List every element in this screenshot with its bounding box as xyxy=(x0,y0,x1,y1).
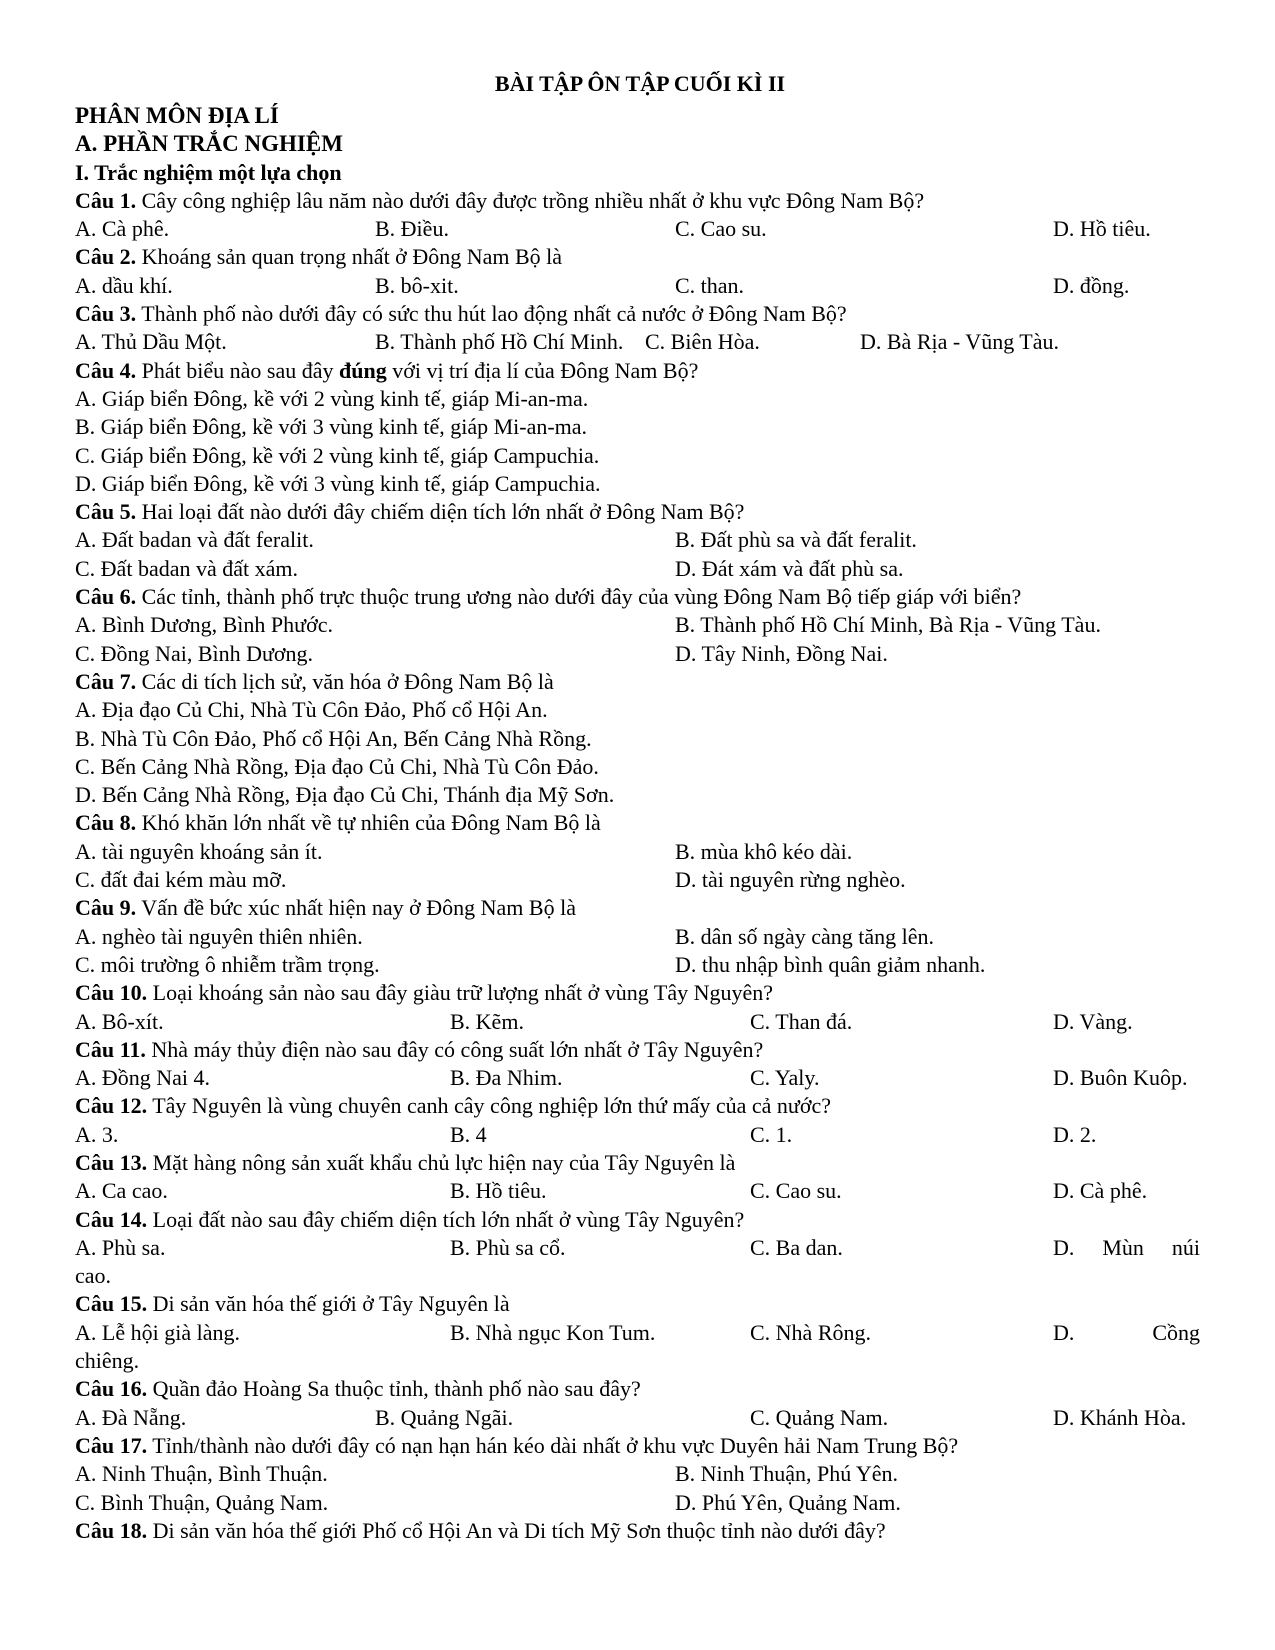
question-number: Câu 18. xyxy=(75,1517,148,1543)
section-heading: A. PHẦN TRẮC NGHIỆM xyxy=(75,131,343,157)
question-number: Câu 11. xyxy=(75,1036,146,1062)
question-text: Khoáng sản quan trọng nhất ở Đông Nam Bộ là xyxy=(136,244,563,270)
question-number: Câu 10. xyxy=(75,980,148,1006)
option-d[interactable]: D. Khánh Hòa. xyxy=(1053,1404,1187,1430)
options-row xyxy=(75,328,1205,356)
question-text: Tây Nguyên là vùng chuyên canh cây công nghiệp lớn thứ mấy của cả nước? xyxy=(147,1093,831,1119)
question-number: Câu 16. xyxy=(75,1376,148,1402)
option-d[interactable]: D. Phú Yên, Quảng Nam. xyxy=(675,1489,901,1515)
option-a[interactable]: A. Lễ hội già làng. xyxy=(75,1319,240,1345)
option-b[interactable]: B. bô-xit. xyxy=(375,272,459,298)
question-3 xyxy=(75,300,1205,328)
option-b[interactable]: B. Hồ tiêu. xyxy=(450,1178,547,1204)
options-row xyxy=(75,640,1205,668)
emphasis-word: đúng xyxy=(338,357,387,383)
option-d[interactable]: D. Hồ tiêu. xyxy=(1053,216,1151,242)
question-number: Câu 5. xyxy=(75,499,137,525)
question-text: Các tỉnh, thành phố trực thuộc trung ương nào dưới đây của vùng Đông Nam Bộ tiếp giáp với biển? xyxy=(136,584,1022,610)
option-a[interactable]: A. Giáp biển Đông, kề với 2 vùng kinh tế, giáp Mi-an-ma. xyxy=(75,385,589,411)
options-row xyxy=(75,1489,1205,1517)
options-row xyxy=(75,272,1205,300)
question-text: Hai loại đất nào dưới đây chiếm diện tích lớn nhất ở Đông Nam Bộ? xyxy=(136,499,745,525)
option-d-word: D. xyxy=(1053,1319,1075,1345)
option-a[interactable]: A. Thủ Dầu Một. xyxy=(75,329,227,355)
option-d-continuation: cao. xyxy=(75,1263,112,1289)
question-number: Câu 4. xyxy=(75,357,137,383)
subsection-heading: I. Trắc nghiệm một lựa chọn xyxy=(75,159,342,185)
option-a[interactable]: A. Đất badan và đất feralit. xyxy=(75,527,314,553)
option-d[interactable]: D. đồng. xyxy=(1053,272,1130,298)
options-row xyxy=(75,866,1205,894)
question-number: Câu 6. xyxy=(75,584,137,610)
question-6 xyxy=(75,583,1205,611)
subject-heading: PHÂN MÔN ĐỊA LÍ xyxy=(75,103,279,128)
option-d[interactable]: D. Bà Rịa - Vũng Tàu. xyxy=(860,329,1059,355)
question-text: Mặt hàng nông sản xuất khẩu chủ lực hiện nay của Tây Nguyên là xyxy=(147,1149,736,1175)
option-c[interactable]: C. Đất badan và đất xám. xyxy=(75,555,298,581)
option-c[interactable]: C. Bến Cảng Nhà Rồng, Địa đạo Củ Chi, Nhà Tù Côn Đảo. xyxy=(75,753,599,779)
option-c[interactable]: C. môi trường ô nhiễm trầm trọng. xyxy=(75,951,380,977)
option-d[interactable] xyxy=(1053,1234,1200,1262)
document-page xyxy=(75,70,1205,1545)
question-15 xyxy=(75,1290,1205,1318)
option-b[interactable]: B. 4 xyxy=(450,1121,487,1147)
options-row xyxy=(75,951,1205,979)
option-a[interactable]: A. Đà Nẵng. xyxy=(75,1404,187,1430)
option-c[interactable]: C. Cao su. xyxy=(675,216,767,242)
options-row xyxy=(75,555,1205,583)
option-c[interactable]: C. Quảng Nam. xyxy=(750,1404,889,1430)
option-b[interactable]: B. dân số ngày càng tăng lên. xyxy=(675,923,935,949)
question-text: Di sản văn hóa thế giới ở Tây Nguyên là xyxy=(147,1291,510,1317)
options-row xyxy=(75,1177,1205,1205)
question-text: với vị trí địa lí của Đông Nam Bộ? xyxy=(386,357,699,383)
option-b[interactable]: B. Đa Nhim. xyxy=(450,1065,563,1091)
question-8 xyxy=(75,809,1205,837)
option-b[interactable]: B. Thành phố Hồ Chí Minh, Bà Rịa - Vũng Tàu. xyxy=(675,612,1101,638)
option-d[interactable] xyxy=(1053,1319,1200,1347)
option-a[interactable]: A. Địa đạo Củ Chi, Nhà Tù Côn Đảo, Phố cổ Hội An. xyxy=(75,697,548,723)
option-c[interactable]: C. Than đá. xyxy=(750,1008,853,1034)
question-number: Câu 9. xyxy=(75,895,137,921)
question-2 xyxy=(75,243,1205,271)
question-16 xyxy=(75,1375,1205,1403)
option-a[interactable]: A. 3. xyxy=(75,1121,119,1147)
option-b[interactable]: B. Kẽm. xyxy=(450,1008,524,1034)
question-10 xyxy=(75,979,1205,1007)
option-c[interactable]: C. Nhà Rông. xyxy=(750,1319,871,1345)
question-number: Câu 12. xyxy=(75,1093,148,1119)
option-c[interactable]: C. Đồng Nai, Bình Dương. xyxy=(75,640,314,666)
question-1 xyxy=(75,187,1205,215)
question-text: Nhà máy thủy điện nào sau đây có công suất lớn nhất ở Tây Nguyên? xyxy=(145,1036,764,1062)
option-c[interactable]: C. Ba dan. xyxy=(750,1234,843,1260)
question-text: Di sản văn hóa thế giới Phố cổ Hội An và Di tích Mỹ Sơn thuộc tỉnh nào dưới đây? xyxy=(147,1517,886,1543)
question-18 xyxy=(75,1517,1205,1545)
question-number: Câu 15. xyxy=(75,1291,148,1317)
question-4 xyxy=(75,357,1205,385)
option-c[interactable]: C. Biên Hòa. xyxy=(645,329,760,355)
question-5 xyxy=(75,498,1205,526)
question-12 xyxy=(75,1092,1205,1120)
option-d-word: D. xyxy=(1053,1234,1075,1260)
question-number: Câu 8. xyxy=(75,810,137,836)
option-d-word: Cồng xyxy=(1152,1319,1200,1345)
option-b[interactable]: B. Đất phù sa và đất feralit. xyxy=(675,527,917,553)
options-row xyxy=(75,526,1205,554)
question-text: Khó khăn lớn nhất về tự nhiên của Đông Nam Bộ là xyxy=(136,810,601,836)
question-text: Cây công nghiệp lâu năm nào dưới đây được trồng nhiều nhất ở khu vực Đông Nam Bộ? xyxy=(136,187,925,213)
question-text: Thành phố nào dưới đây có sức thu hút lao động nhất cả nước ở Đông Nam Bộ? xyxy=(136,301,847,327)
option-d[interactable]: D. 2. xyxy=(1053,1121,1097,1147)
option-b[interactable]: B. Phù sa cổ. xyxy=(450,1234,566,1260)
question-text: Phát biểu nào sau đây xyxy=(136,357,339,383)
options-row xyxy=(75,923,1205,951)
option-a[interactable]: A. nghèo tài nguyên thiên nhiên. xyxy=(75,923,363,949)
options-row xyxy=(75,838,1205,866)
option-d[interactable]: D. Cà phê. xyxy=(1053,1178,1148,1204)
question-text: Loại đất nào sau đây chiếm diện tích lớn nhất ở vùng Tây Nguyên? xyxy=(147,1206,745,1232)
option-b[interactable]: B. Điều. xyxy=(375,216,449,242)
document-title: BÀI TẬP ÔN TẬP CUỐI KÌ II xyxy=(494,71,786,96)
options-row xyxy=(75,611,1205,639)
option-a[interactable]: A. dầu khí. xyxy=(75,272,173,298)
options-row xyxy=(75,215,1205,243)
question-14 xyxy=(75,1206,1205,1234)
option-d-word: Mùn xyxy=(1102,1234,1144,1260)
option-c[interactable]: C. 1. xyxy=(750,1121,793,1147)
question-17 xyxy=(75,1432,1205,1460)
question-11 xyxy=(75,1036,1205,1064)
option-d[interactable]: D. tài nguyên rừng nghèo. xyxy=(675,867,906,893)
option-d-continuation: chiêng. xyxy=(75,1348,140,1374)
option-a[interactable]: A. Bình Dương, Bình Phước. xyxy=(75,612,333,638)
option-a[interactable]: A. Ninh Thuận, Bình Thuận. xyxy=(75,1461,328,1487)
question-number: Câu 1. xyxy=(75,187,137,213)
options-row xyxy=(75,1121,1205,1149)
options-row xyxy=(75,1404,1205,1432)
options-row xyxy=(75,1008,1205,1036)
options-row xyxy=(75,1064,1205,1092)
question-text: Các di tích lịch sử, văn hóa ở Đông Nam Bộ là xyxy=(136,668,554,694)
question-text: Quần đảo Hoàng Sa thuộc tỉnh, thành phố nào sau đây? xyxy=(147,1376,641,1402)
option-c[interactable]: C. Giáp biển Đông, kề với 2 vùng kinh tế, giáp Campuchia. xyxy=(75,442,600,468)
question-9 xyxy=(75,894,1205,922)
option-d[interactable]: D. Buôn Kuôp. xyxy=(1053,1065,1188,1091)
option-b[interactable]: B. Giáp biển Đông, kề với 3 vùng kinh tế, giáp Mi-an-ma. xyxy=(75,414,588,440)
option-b[interactable]: B. Quảng Ngãi. xyxy=(375,1404,514,1430)
question-7 xyxy=(75,668,1205,696)
option-a[interactable]: A. Ca cao. xyxy=(75,1178,168,1204)
option-d[interactable]: D. Bến Cảng Nhà Rồng, Địa đạo Củ Chi, Thánh địa Mỹ Sơn. xyxy=(75,782,615,808)
option-c[interactable]: C. đất đai kém màu mỡ. xyxy=(75,867,287,893)
question-number: Câu 14. xyxy=(75,1206,148,1232)
option-c[interactable]: C. than. xyxy=(675,272,745,298)
options-row xyxy=(75,1234,1205,1262)
question-13 xyxy=(75,1149,1205,1177)
option-c[interactable]: C. Yaly. xyxy=(750,1065,820,1091)
option-a[interactable]: A. Đồng Nai 4. xyxy=(75,1065,211,1091)
option-d[interactable]: D. Vàng. xyxy=(1053,1008,1133,1034)
option-b[interactable]: B. Nhà ngục Kon Tum. xyxy=(450,1319,656,1345)
option-a[interactable]: A. tài nguyên khoáng sản ít. xyxy=(75,838,323,864)
question-number: Câu 2. xyxy=(75,244,137,270)
question-text: Tỉnh/thành nào dưới đây có nạn hạn hán kéo dài nhất ở khu vực Duyên hải Nam Trung Bộ? xyxy=(147,1432,959,1458)
options-row xyxy=(75,1319,1205,1347)
option-d-word: núi xyxy=(1171,1234,1200,1260)
options-row xyxy=(75,1460,1205,1488)
option-d[interactable]: D. thu nhập bình quân giảm nhanh. xyxy=(675,951,986,977)
question-text: Vấn đề bức xúc nhất hiện nay ở Đông Nam Bộ là xyxy=(136,895,576,921)
question-number: Câu 13. xyxy=(75,1149,148,1175)
question-text: Loại khoáng sản nào sau đây giàu trữ lượng nhất ở vùng Tây Nguyên? xyxy=(147,980,774,1006)
option-a[interactable]: A. Bô-xít. xyxy=(75,1008,164,1034)
option-b[interactable]: B. Thành phố Hồ Chí Minh. xyxy=(375,329,624,355)
question-number: Câu 3. xyxy=(75,301,137,327)
option-c[interactable]: C. Cao su. xyxy=(750,1178,842,1204)
option-b[interactable]: B. Ninh Thuận, Phú Yên. xyxy=(675,1461,899,1487)
option-d[interactable]: D. Tây Ninh, Đồng Nai. xyxy=(675,640,888,666)
option-c[interactable]: C. Bình Thuận, Quảng Nam. xyxy=(75,1489,329,1515)
question-number: Câu 17. xyxy=(75,1432,148,1458)
option-b[interactable]: B. mùa khô kéo dài. xyxy=(675,838,853,864)
option-a[interactable]: A. Cà phê. xyxy=(75,216,170,242)
option-b[interactable]: B. Nhà Tù Côn Đảo, Phố cổ Hội An, Bến Cảng Nhà Rồng. xyxy=(75,725,592,751)
option-a[interactable]: A. Phù sa. xyxy=(75,1234,166,1260)
option-d[interactable]: D. Giáp biển Đông, kề với 3 vùng kinh tế, giáp Campuchia. xyxy=(75,470,601,496)
question-number: Câu 7. xyxy=(75,668,137,694)
option-d[interactable]: D. Đát xám và đất phù sa. xyxy=(675,555,904,581)
